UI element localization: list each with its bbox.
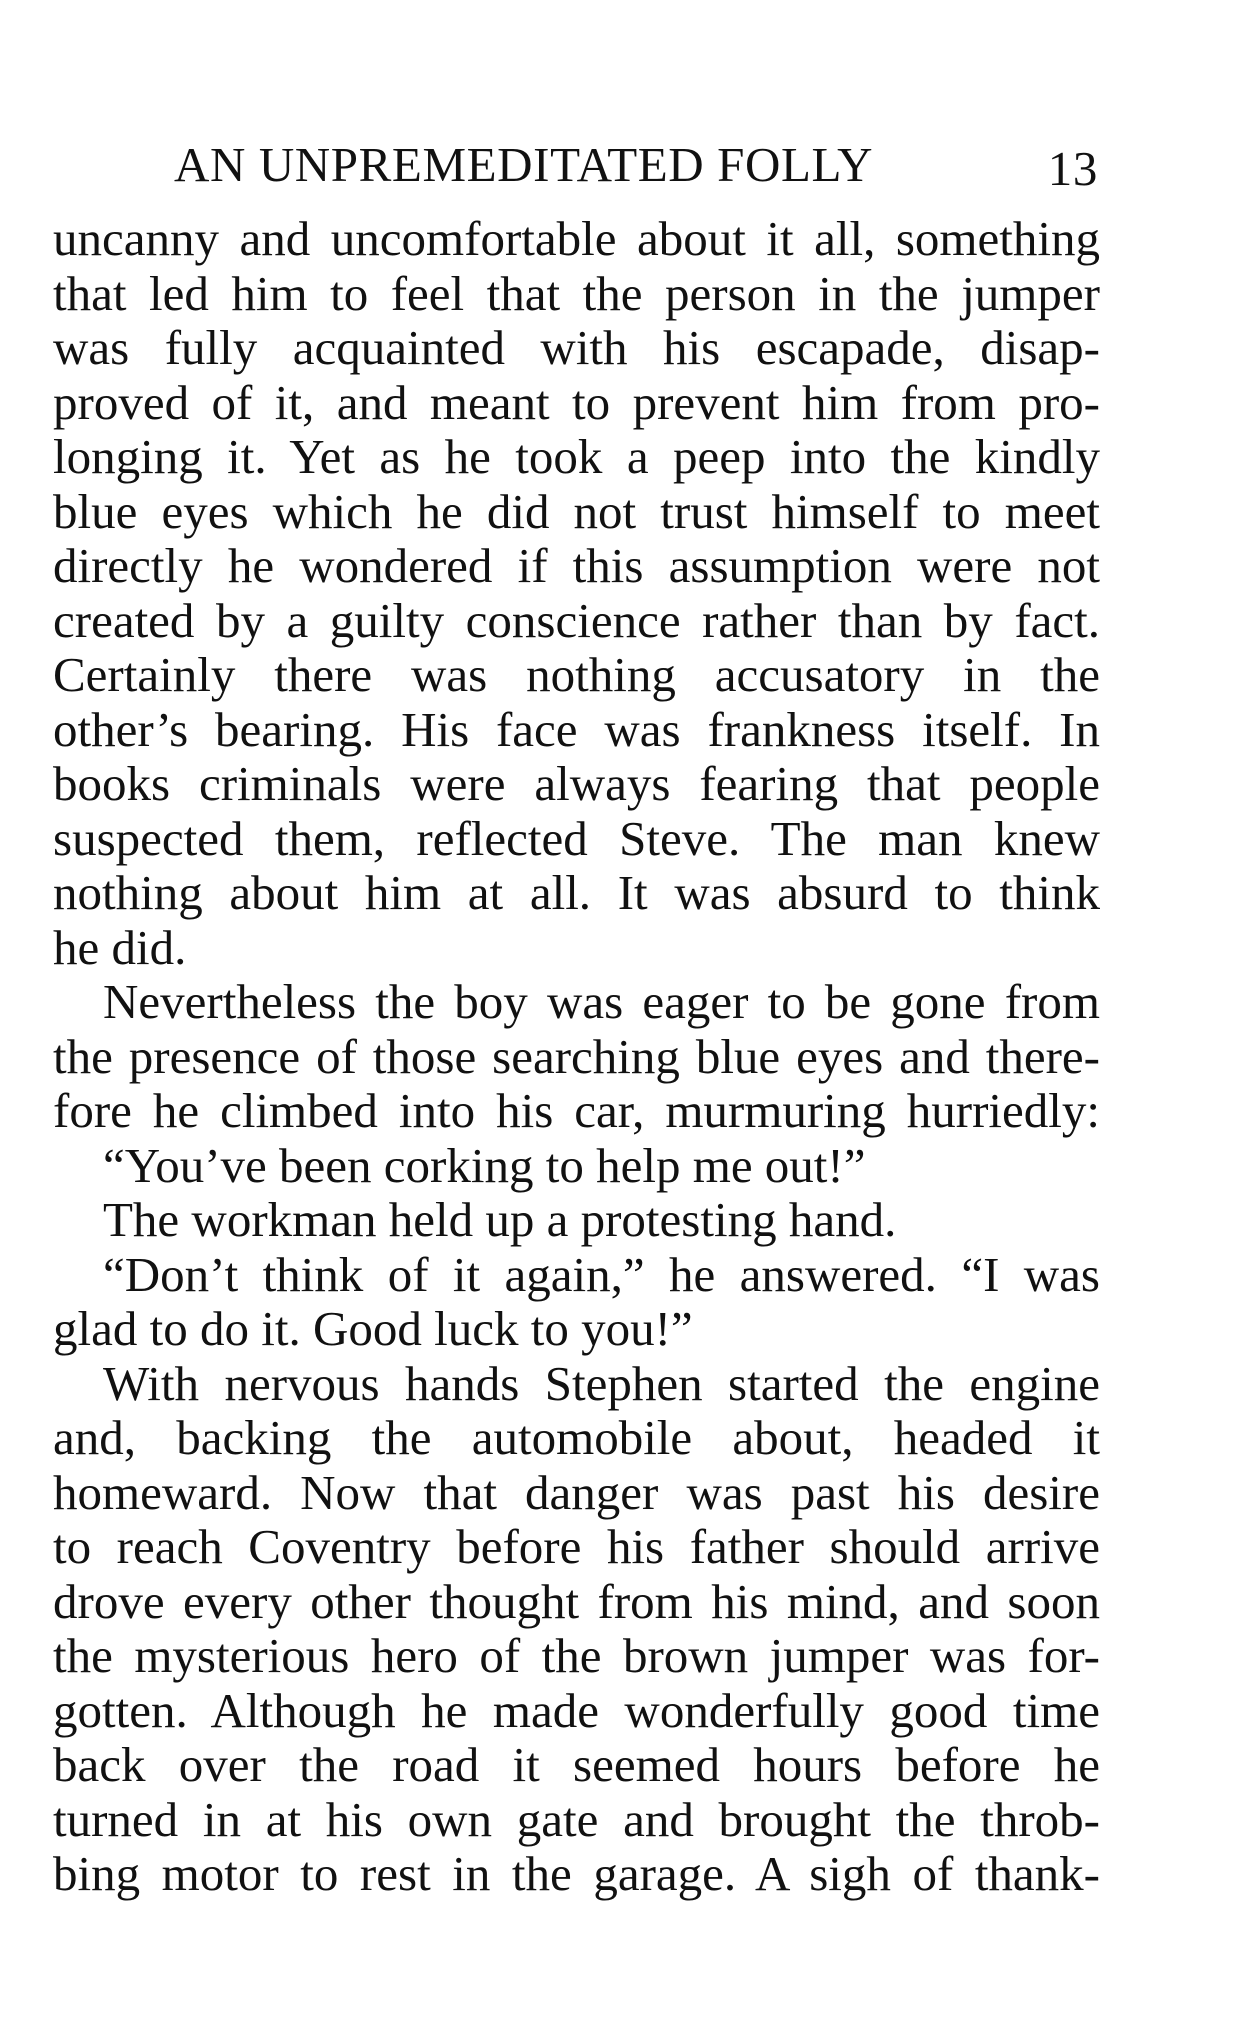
text-line: glad to do it. Good luck to you!”: [53, 1301, 693, 1356]
text-line: “You’ve been corking to help me out!”: [103, 1137, 866, 1193]
body-text: [53, 212, 1100, 1902]
text-line: suspected them, reflected Steve. The man knew: [53, 810, 1100, 866]
text-line: back over the road it seemed hours before he: [53, 1737, 1100, 1792]
text-line: homeward. Now that danger was past his desire: [53, 1464, 1100, 1520]
text-line: With nervous hands Stephen started the engine: [103, 1355, 1100, 1411]
text-line: The workman held up a protesting hand.: [103, 1192, 897, 1247]
text-line: Certainly there was nothing accusatory in the: [53, 647, 1100, 702]
text-line: the presence of those searching blue eyes and there-: [53, 1028, 1100, 1084]
text-line: was fully acquainted with his escapade, disap-: [53, 320, 1100, 375]
text-line: directly he wondered if this assumption were not: [53, 538, 1100, 593]
text-line: he did.: [53, 919, 187, 975]
running-head: [174, 136, 1098, 196]
text-line: “Don’t think of it again,” he answered. “I was: [103, 1246, 1100, 1302]
text-line: that led him to feel that the person in the jumper: [53, 265, 1100, 321]
text-line: longing it. Yet as he took a peep into the kindly: [53, 429, 1100, 484]
text-line: nothing about him at all. It was absurd to think: [53, 865, 1100, 920]
text-line: turned in at his own gate and brought the throb-: [53, 1791, 1100, 1847]
page-number: 13: [1047, 141, 1098, 196]
text-line: proved of it, and meant to prevent him from pro-: [53, 374, 1100, 430]
text-line: to reach Coventry before his father should arrive: [53, 1519, 1100, 1574]
running-title: AN UNPREMEDITATED FOLLY: [174, 137, 874, 192]
text-line: the mysterious hero of the brown jumper was for-: [53, 1628, 1100, 1683]
text-line: created by a guilty conscience rather than by fact.: [53, 592, 1100, 648]
text-line: other’s bearing. His face was frankness itself. In: [53, 701, 1100, 757]
text-line: uncanny and uncomfortable about it all, something: [53, 211, 1100, 266]
text-line: fore he climbed into his car, murmuring hurriedly:: [53, 1083, 1100, 1138]
text-line: Nevertheless the boy was eager to be gone from: [103, 974, 1100, 1029]
text-line: drove every other thought from his mind, and soon: [53, 1573, 1100, 1629]
text-line: and, backing the automobile about, headed it: [53, 1410, 1100, 1465]
text-line: blue eyes which he did not trust himself to meet: [53, 483, 1100, 539]
text-line: books criminals were always fearing that people: [53, 756, 1100, 811]
text-line: gotten. Although he made wonderfully good time: [53, 1682, 1100, 1738]
text-line: bing motor to rest in the garage. A sigh of thank-: [53, 1846, 1100, 1901]
